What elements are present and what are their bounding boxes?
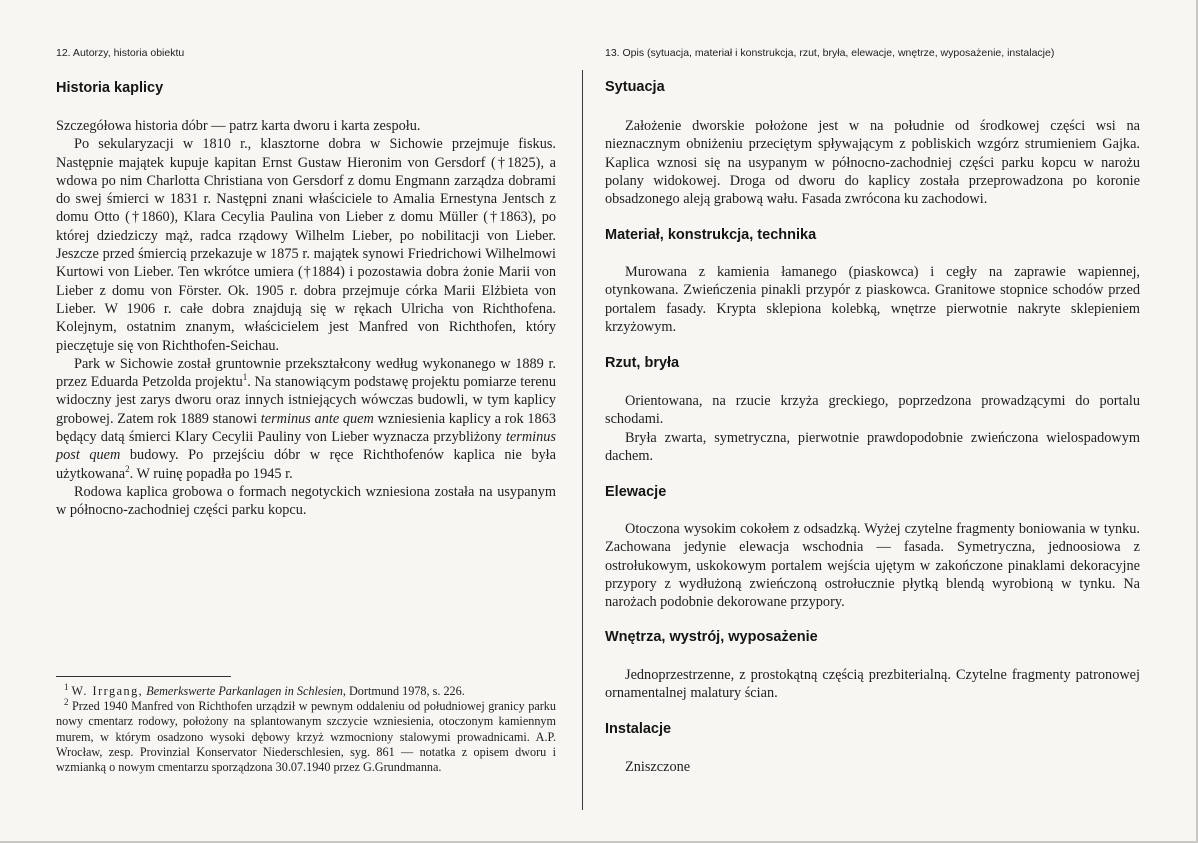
footnote-ref-1: 1 bbox=[242, 372, 248, 383]
footnote-1: $^1$ W. Irrgang, Bemerkswerte Parkanlagen in Schlesien, Dortmund 1978, s. 226. bbox=[64, 681, 465, 698]
paragraph-park: Park w Sichowie został gruntownie przekształcony według wykonanego w 1889 r. przez Eduarda Petzolda projektu$^1$. Na stanowiącym podstawę projektu pomiarze terenu widoczny jest zarys dworu oraz innych istniejących wówczas budowli, w tym kaplicy grobowej. Zatem rok 1889 stanowi terminus ante quem wzniesienia kaplicy a rok 1863 będący datą śmierci Klary Cecylii Pauliny von Lieber wyznacza przybliżony terminus post quem budowy. Po przejściu dóbr w ręce Richthofenów kaplica nie była użytkowana$^2$. W ruinę popadła po 1945 r. bbox=[56, 355, 556, 482]
footnote-2: $^2$ Przed 1940 Manfred von Richthofen urządził w pewnym oddaleniu od południowej granicy parku nowy cmentarz rodowy, położony na splantowanym szczycie wzniesienia, otoczonym kamiennym murem, w którym osadzono wysoki dębowy krzyż wzmocniony stalowymi prowadnicami. A.P. Wrocław, zesp. Provinzial Konservator Niederschlesien, syg. 861 — notatka z opisem dworu i wzmianką o nowym cmentarzu sporządzona 30.07.1940 przez G.Grundmanna. bbox=[56, 697, 556, 775]
body-interiors: Jednoprzestrzenne, z prostokątną częścią prezbiterialną. Czytelne fragmenty patronowej ornamentalnej malatury ścian. bbox=[605, 667, 1140, 702]
heading-material: Materiał, konstrukcja, technika bbox=[605, 227, 817, 243]
footnotes bbox=[56, 681, 556, 775]
latin-term-post-quem: terminus post quem bbox=[56, 429, 556, 464]
body-material: Murowana z kamienia łamanego (piaskowca) i cegły na zaprawie wapiennej, otynkowana. Zwieńczenia pinakli przypór z piaskowca. Granitowe stopnice schodów przed portalem fasady. Krypta sklepiona kolebką, wnętrze pierwotnie nakryte sklepieniem krzyżowym. bbox=[605, 264, 1140, 335]
heading-elevations: Elewacje bbox=[605, 484, 667, 500]
paragraph-intro: Szczegółowa historia dóbr — patrz karta dworu i karta zespołu. bbox=[56, 118, 421, 134]
heading-situation: Sytuacja bbox=[605, 79, 665, 95]
column-divider bbox=[582, 70, 583, 810]
left-section-number: 12. Autorzy, historia obiektu bbox=[56, 47, 185, 59]
left-body-text bbox=[56, 117, 556, 520]
paragraph-chapel: Rodowa kaplica grobowa o formach negotyckich wzniesiona została na usypanym w północno-zachodniej części parku kopcu. bbox=[56, 483, 556, 519]
body-elevations: Otoczona wysokim cokołem z odsadzką. Wyżej czytelne fragmenty boniowania w tynku. Zachowana jedynie elewacja wschodnia — fasada. Symetryczna, jednoosiowa z ostrołukowym, uskokowym portalem wejścia ujętym w zakończone pinaklami dekoracyjne przypory z wydłużoną zwieńczoną ostrołucznie płytką blendą wyrobioną w tynku. Na narożach podobnie dekorowane przypory. bbox=[605, 521, 1140, 611]
body-installations: Zniszczone bbox=[625, 759, 691, 775]
footnote-rule bbox=[56, 676, 231, 677]
footnote-ref-2: 2 bbox=[125, 463, 130, 474]
heading-installations: Instalacje bbox=[605, 721, 672, 737]
heading-interiors: Wnętrza, wystrój, wyposażenie bbox=[605, 629, 818, 645]
latin-term-ante-quem: terminus ante quem bbox=[260, 410, 374, 427]
left-heading-history: Historia kaplicy bbox=[56, 80, 164, 96]
heading-plan: Rzut, bryła bbox=[605, 355, 680, 371]
paragraph-owners: Po sekularyzacji w 1810 r., klasztorne dobra w Sichowie przejmuje fiskus. Następnie majątek kupuje kapitan Ernst Gustaw Hieronim von Gersdorf (†1825), a wdowa po nim Charlotta Christiana von Gersdorf z domu Engmann zarządza dobrami do swej śmierci w 1831 r. Następni znani właściciele to Amalia Ernestyna Jentsch z domu Otto (†1860), Klara Cecylia Paulina von Lieber z domu Müller (†1863), po której dziedziczy mąż, radca rządowy Wilhelm Lieber, po nobilitacji von Lieber. Jeszcze przed śmiercią przekazuje w 1875 r. majątek synowi Friedrichowi Wilhelmowi Kurtowi von Lieber. Ten wkrótce umiera (†1884) i pozostawia dobra żonie Marii von Lieber z domu von Förster. Ok. 1905 r. dobra przejmuje córka Marii Elżbieta von Lieber. W 1906 r. całe dobra znajdują się w rękach Ulricha von Richthofena. Kolejnym, ostatnim znanym, właścicielem jest Manfred von Richthofen, który pieczętuje się von Richthofen-Seichau. bbox=[56, 136, 556, 354]
body-plan: Orientowana, na rzucie krzyża greckiego, poprzedzona prowadzącymi do portalu schodami. Bryła zwarta, symetryczna, pierwotnie prawdopodobnie zwieńczona wielospadowym dachem. bbox=[605, 393, 1140, 464]
body-situation: Założenie dworskie położone jest w na południe od środkowej części wsi na nieznacznym obniżeniu przeciętym spływającym z pobliskich wzgórz strumieniem Gajka. Kaplica wznosi się na usypanym w północno-zachodniej części parku kopcu w narożu polany widokowej. Droga od dworu do kaplicy została przeprowadzona po koronie obsadzonego aleją grabową wału. Fasada zwrócona ku zachodowi. bbox=[605, 118, 1140, 208]
right-section-number: 13. Opis (sytuacja, materiał i konstrukcja, rzut, bryła, elewacje, wnętrze, wyposażenie, instalacje) bbox=[605, 47, 1055, 59]
